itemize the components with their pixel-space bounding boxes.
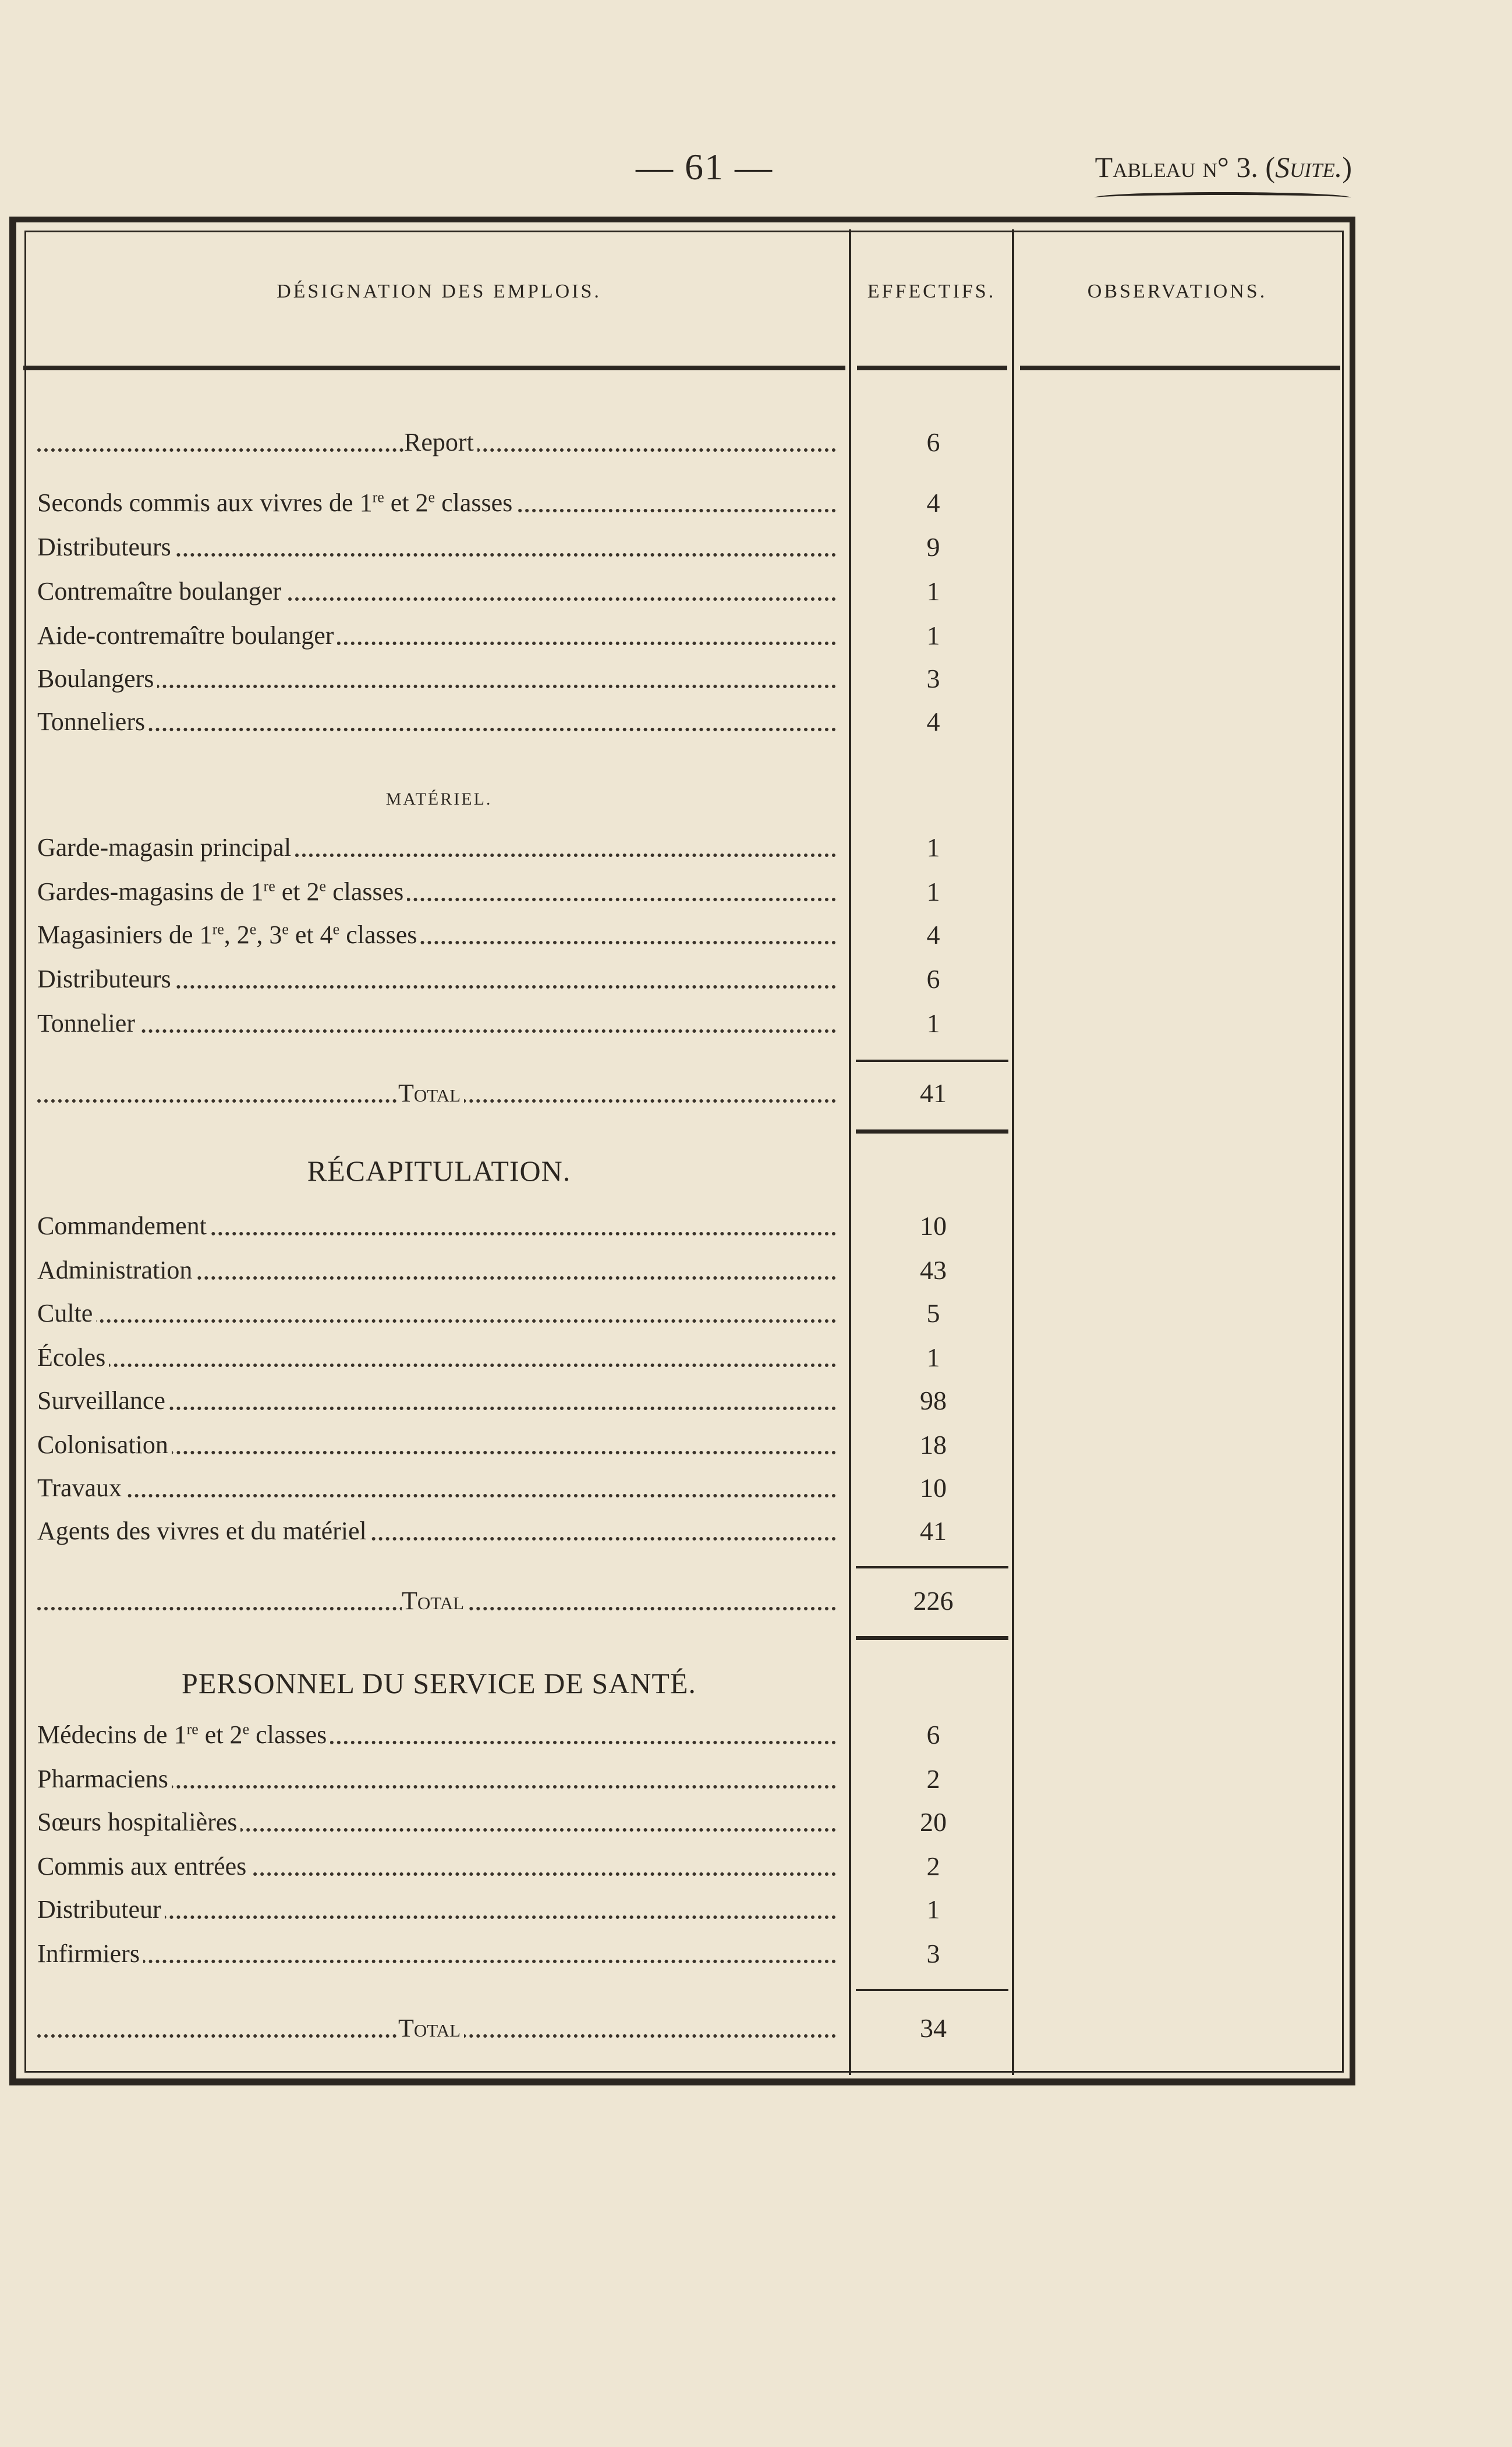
sum-rule (856, 1566, 1008, 1568)
effectif-value: 6 (926, 1720, 940, 1750)
effectif-value: 1 (926, 576, 940, 606)
column-divider (849, 229, 851, 2075)
table-row: Travaux (37, 1467, 841, 1509)
section-title-recapitulation: RÉCAPITULATION. (307, 1155, 571, 1187)
header-rule (857, 366, 1007, 370)
sum-rule (856, 1060, 1008, 1062)
section-title-sante: PERSONNEL DU SERVICE DE SANTÉ. (182, 1667, 696, 1699)
table-row: Tonnelier (37, 1003, 841, 1044)
total-value: 34 (920, 2013, 947, 2043)
table-row: Aide-contremaître boulanger (37, 615, 841, 657)
total-row: Total (37, 2007, 841, 2049)
effectif-value: 20 (920, 1807, 947, 1837)
page-number: — 61 — (636, 146, 773, 187)
effectif-value: 43 (920, 1255, 947, 1285)
effectif-value: 5 (926, 1298, 940, 1328)
sum-rule (856, 1989, 1008, 1991)
effectif-value: 1 (926, 1343, 940, 1372)
effectif-value: 18 (920, 1430, 947, 1460)
table-row: Commis aux entrées (37, 1846, 841, 1888)
table-row: Culte (37, 1292, 841, 1334)
table-row: Magasiniers de 1re, 2e, 3e et 4e classes (37, 914, 841, 956)
effectif-value: 4 (926, 707, 940, 736)
total-row: Total (37, 1072, 841, 1114)
effectif-value: 3 (926, 1939, 940, 1968)
table-row: Gardes-magasins de 1re et 2e classes (37, 871, 841, 913)
header-rule (23, 366, 845, 370)
total-value: 41 (920, 1078, 947, 1108)
table-row: Commandement (37, 1205, 841, 1247)
column-header-designation: DÉSIGNATION DES EMPLOIS. (277, 281, 601, 302)
table-row: Médecins de 1re et 2e classes (37, 1714, 841, 1756)
effectif-value: 1 (926, 1008, 940, 1038)
tableau-reference: Tableau n° 3. (Suite.) (1095, 151, 1352, 183)
effectif-value: 4 (926, 920, 940, 950)
table-row: Tonneliers (37, 701, 841, 743)
header-rule (1020, 366, 1340, 370)
table-row: Distributeurs (37, 526, 841, 568)
table-row: Administration (37, 1249, 841, 1291)
column-header-observations: OBSERVATIONS. (1087, 281, 1267, 302)
table-row: Surveillance (37, 1380, 841, 1422)
sum-rule (856, 1129, 1008, 1134)
effectif-value: 2 (926, 1851, 940, 1881)
table-row: Distributeur (37, 1889, 841, 1931)
table-row: Pharmaciens (37, 1758, 841, 1800)
table-row: Sœurs hospitalières (37, 1801, 841, 1843)
decorative-swash (1095, 192, 1351, 203)
effectif-value: 1 (926, 833, 940, 862)
section-title-materiel: MATÉRIEL. (385, 789, 493, 809)
effectif-value: 98 (920, 1386, 947, 1415)
table-row: Seconds commis aux vivres de 1re et 2e classes (37, 482, 841, 524)
effectif-value: 1 (926, 621, 940, 650)
column-divider (1012, 229, 1014, 2075)
table-row: Agents des vivres et du matériel (37, 1510, 841, 1552)
effectif-value: 6 (926, 964, 940, 994)
effectif-value: 3 (926, 664, 940, 693)
effectif-value: 9 (926, 532, 940, 562)
table-row: Boulangers (37, 658, 841, 700)
effectif-value: 10 (920, 1211, 947, 1241)
effectif-value: 1 (926, 1894, 940, 1924)
total-value: 226 (913, 1586, 954, 1616)
table-row: Garde-magasin principal (37, 827, 841, 869)
total-row: Total (37, 1580, 841, 1622)
table-row: Report (37, 422, 841, 463)
table-row: Distributeurs (37, 958, 841, 1000)
effectif-value: 4 (926, 488, 940, 518)
table-row: Écoles (37, 1337, 841, 1379)
effectif-value: 1 (926, 877, 940, 906)
sum-rule (856, 1636, 1008, 1640)
effectif-value: 41 (920, 1516, 947, 1546)
effectif-value: 6 (926, 427, 940, 457)
table-row: Colonisation (37, 1424, 841, 1466)
column-header-effectifs: EFFECTIFS. (867, 281, 996, 302)
effectif-value: 10 (920, 1473, 947, 1503)
table-row: Contremaître boulanger (37, 571, 841, 612)
table-row: Infirmiers (37, 1933, 841, 1975)
effectif-value: 2 (926, 1764, 940, 1794)
